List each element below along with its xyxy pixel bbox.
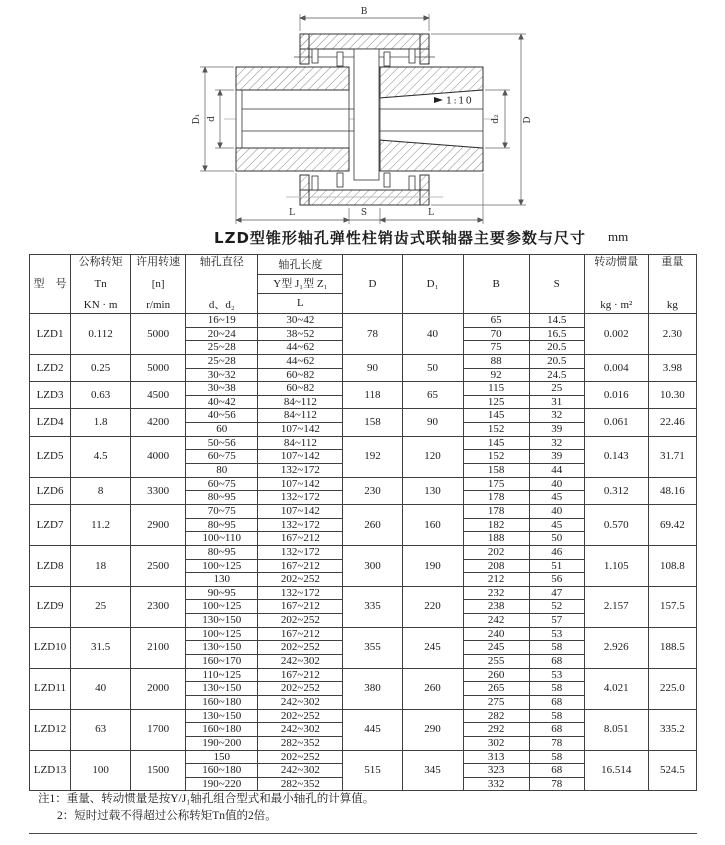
torque-cell: 31.5: [71, 627, 131, 668]
torque-cell: 11.2: [71, 504, 131, 545]
bore-length-cell: 167~212: [258, 668, 343, 682]
bore-diameter-cell: 60: [186, 423, 258, 437]
model-cell: LZD10: [30, 627, 71, 668]
D1-cell: 40: [402, 314, 463, 355]
bore-length-cell: 44~62: [258, 341, 343, 355]
bore-diameter-cell: 130~150: [186, 641, 258, 655]
model-cell: LZD11: [30, 668, 71, 709]
inertia-cell: 16.514: [584, 750, 648, 791]
D-cell: 118: [343, 382, 402, 409]
header-inertia: 转动惯量 kg · m²: [584, 255, 648, 314]
sleeve-bottom-flange-left: [300, 175, 309, 205]
bore-length-cell: 107~142: [258, 423, 343, 437]
bore-diameter-cell: 100~125: [186, 559, 258, 573]
dim-label-S: S: [360, 208, 368, 218]
inertia-cell: 8.051: [584, 709, 648, 750]
speed-cell: 4200: [131, 409, 186, 436]
bore-diameter-cell: 190~220: [186, 777, 258, 791]
bore-diameter-cell: 100~125: [186, 627, 258, 641]
header-weight: 重量 kg: [648, 255, 696, 314]
bore-diameter-cell: 25~28: [186, 354, 258, 368]
speed-cell: 1500: [131, 750, 186, 791]
unit-label: mm: [608, 229, 629, 244]
bore-diameter-cell: 100~110: [186, 532, 258, 546]
bore-diameter-cell: 150: [186, 750, 258, 764]
S-cell: 50: [529, 532, 584, 546]
table-row: [30, 314, 697, 328]
left-hub-bore: [236, 90, 349, 148]
B-cell: 245: [463, 641, 529, 655]
table-body: [30, 314, 697, 791]
B-cell: 255: [463, 655, 529, 669]
left-hub-bottom: [236, 148, 349, 171]
table-row: [30, 709, 697, 723]
bore-length-cell: 202~252: [258, 750, 343, 764]
bore-length-cell: 132~172: [258, 545, 343, 559]
bore-length-cell: 202~252: [258, 641, 343, 655]
inertia-cell: 0.143: [584, 436, 648, 477]
torque-cell: 4.5: [71, 436, 131, 477]
header-D1: D₁: [402, 255, 463, 314]
S-cell: 57: [529, 614, 584, 628]
title-row: [0, 227, 725, 249]
inertia-cell: 2.926: [584, 627, 648, 668]
header-speed: 许用转速 [n] r/min: [131, 255, 186, 314]
B-cell: 332: [463, 777, 529, 791]
bore-diameter-cell: 80~95: [186, 491, 258, 505]
sleeve-top-flange-right: [420, 34, 429, 64]
weight-cell: 335.2: [648, 709, 696, 750]
D-cell: 158: [343, 409, 402, 436]
B-cell: 188: [463, 532, 529, 546]
B-cell: 242: [463, 614, 529, 628]
bore-length-cell: 282~352: [258, 736, 343, 750]
B-cell: 202: [463, 545, 529, 559]
pin-bushing: [409, 176, 415, 190]
torque-cell: 0.25: [71, 354, 131, 381]
D-cell: 230: [343, 477, 402, 504]
B-cell: 292: [463, 723, 529, 737]
S-cell: 58: [529, 750, 584, 764]
bore-length-cell: 167~212: [258, 532, 343, 546]
bore-diameter-cell: 80~95: [186, 545, 258, 559]
D1-cell: 245: [402, 627, 463, 668]
bore-diameter-cell: 30~32: [186, 368, 258, 382]
header-model: 型 号: [30, 255, 71, 314]
B-cell: 158: [463, 464, 529, 478]
weight-cell: 188.5: [648, 627, 696, 668]
model-cell: LZD5: [30, 436, 71, 477]
coupling-cross-section: [158, 2, 723, 230]
bore-diameter-cell: 60~75: [186, 477, 258, 491]
S-cell: 58: [529, 709, 584, 723]
model-cell: LZD2: [30, 354, 71, 381]
D1-cell: 220: [402, 586, 463, 627]
bore-diameter-cell: 160~180: [186, 764, 258, 778]
B-cell: 238: [463, 600, 529, 614]
S-cell: 68: [529, 764, 584, 778]
B-cell: 260: [463, 668, 529, 682]
speed-cell: 2500: [131, 545, 186, 586]
bore-diameter-cell: 190~200: [186, 736, 258, 750]
bore-length-cell: 132~172: [258, 491, 343, 505]
D-cell: 445: [343, 709, 402, 750]
taper-label: 1:10: [446, 95, 474, 107]
model-cell: LZD4: [30, 409, 71, 436]
table-row: [30, 627, 697, 641]
table-row: [30, 668, 697, 682]
bore-diameter-cell: 40~56: [186, 409, 258, 423]
model-cell: LZD8: [30, 545, 71, 586]
speed-cell: 5000: [131, 314, 186, 355]
bore-length-cell: 44~62: [258, 354, 343, 368]
B-cell: 240: [463, 627, 529, 641]
B-cell: 212: [463, 573, 529, 587]
bore-length-cell: 242~302: [258, 764, 343, 778]
note-1: 注1：重量、转动惯量是按Y/J₁轴孔组合型式和最小轴孔的计算值。: [38, 793, 375, 805]
bore-length-cell: 167~212: [258, 559, 343, 573]
header-S: S: [529, 255, 584, 314]
pin-bushing: [384, 173, 390, 187]
model-cell: LZD6: [30, 477, 71, 504]
B-cell: 145: [463, 436, 529, 450]
S-cell: 53: [529, 627, 584, 641]
B-cell: 282: [463, 709, 529, 723]
speed-cell: 3300: [131, 477, 186, 504]
bore-length-cell: 30~42: [258, 314, 343, 328]
bore-length-cell: 60~82: [258, 382, 343, 396]
weight-cell: 10.30: [648, 382, 696, 409]
bore-length-cell: 84~112: [258, 395, 343, 409]
D1-cell: 290: [402, 709, 463, 750]
bore-length-cell: 202~252: [258, 614, 343, 628]
speed-cell: 2900: [131, 504, 186, 545]
S-cell: 32: [529, 409, 584, 423]
bore-diameter-cell: 80~95: [186, 518, 258, 532]
bore-diameter-cell: 130~150: [186, 682, 258, 696]
bore-length-cell: 167~212: [258, 600, 343, 614]
table-row: [30, 409, 697, 423]
note-2: 2：短时过载不得超过公称转矩Tn值的2倍。: [57, 810, 277, 823]
S-cell: 24.5: [529, 368, 584, 382]
S-cell: 39: [529, 423, 584, 437]
torque-cell: 8: [71, 477, 131, 504]
pin-bushing: [409, 49, 415, 63]
bore-length-cell: 202~252: [258, 573, 343, 587]
technical-drawing: [158, 2, 723, 235]
sleeve-top-flange-left: [300, 34, 309, 64]
pin-bushing: [312, 49, 318, 63]
pin-bushing: [337, 52, 343, 66]
S-cell: 68: [529, 655, 584, 669]
notes: [38, 791, 374, 826]
bore-diameter-cell: 25~28: [186, 341, 258, 355]
B-cell: 178: [463, 491, 529, 505]
dim-label-D: D: [523, 116, 533, 124]
center-disc: [354, 49, 379, 180]
bore-length-cell: 167~212: [258, 627, 343, 641]
D1-cell: 50: [402, 354, 463, 381]
D-cell: 90: [343, 354, 402, 381]
D1-cell: 190: [402, 545, 463, 586]
bore-length-cell: 84~112: [258, 409, 343, 423]
weight-cell: 524.5: [648, 750, 696, 791]
bore-length-cell: 107~142: [258, 450, 343, 464]
inertia-cell: 2.157: [584, 586, 648, 627]
speed-cell: 1700: [131, 709, 186, 750]
S-cell: 16.5: [529, 327, 584, 341]
S-cell: 78: [529, 736, 584, 750]
model-cell: LZD9: [30, 586, 71, 627]
D-cell: 335: [343, 586, 402, 627]
table-row: [30, 545, 697, 559]
D-cell: 380: [343, 668, 402, 709]
table-row: [30, 382, 697, 396]
torque-cell: 100: [71, 750, 131, 791]
header-bore-length: 轴孔长度 Y型 J₁型 Z₁ L: [258, 255, 343, 314]
bore-diameter-cell: 100~125: [186, 600, 258, 614]
bore-length-cell: 107~142: [258, 504, 343, 518]
model-cell: LZD12: [30, 709, 71, 750]
torque-cell: 25: [71, 586, 131, 627]
dim-label-B: B: [360, 7, 368, 17]
D1-cell: 260: [402, 668, 463, 709]
S-cell: 56: [529, 573, 584, 587]
B-cell: 302: [463, 736, 529, 750]
bore-diameter-cell: 30~38: [186, 382, 258, 396]
B-cell: 75: [463, 341, 529, 355]
bore-diameter-cell: 16~19: [186, 314, 258, 328]
dim-label-D1: D₁: [192, 113, 202, 125]
weight-cell: 69.42: [648, 504, 696, 545]
bore-length-cell: 202~252: [258, 682, 343, 696]
B-cell: 65: [463, 314, 529, 328]
S-cell: 14.5: [529, 314, 584, 328]
S-cell: 78: [529, 777, 584, 791]
pin-bushing: [384, 52, 390, 66]
inertia-cell: 0.002: [584, 314, 648, 355]
S-cell: 40: [529, 504, 584, 518]
bore-length-cell: 242~302: [258, 695, 343, 709]
table-row: [30, 586, 697, 600]
table-row: [30, 504, 697, 518]
S-cell: 46: [529, 545, 584, 559]
B-cell: 145: [463, 409, 529, 423]
S-cell: 40: [529, 477, 584, 491]
bore-diameter-cell: 90~95: [186, 586, 258, 600]
inertia-cell: 1.105: [584, 545, 648, 586]
B-cell: 125: [463, 395, 529, 409]
weight-cell: 225.0: [648, 668, 696, 709]
bore-length-cell: 60~82: [258, 368, 343, 382]
weight-cell: 108.8: [648, 545, 696, 586]
header-D: D: [343, 255, 402, 314]
D1-cell: 90: [402, 409, 463, 436]
page-title: LZD型锥形轴孔弹性柱销齿式联轴器主要参数与尺寸: [214, 229, 586, 247]
D1-cell: 120: [402, 436, 463, 477]
table-row: [30, 436, 697, 450]
bore-diameter-cell: 130~150: [186, 614, 258, 628]
S-cell: 31: [529, 395, 584, 409]
bottom-rule: [29, 833, 697, 834]
speed-cell: 2000: [131, 668, 186, 709]
S-cell: 20.5: [529, 354, 584, 368]
D-cell: 192: [343, 436, 402, 477]
left-hub-top: [236, 67, 349, 90]
bore-length-cell: 132~172: [258, 464, 343, 478]
S-cell: 58: [529, 682, 584, 696]
model-cell: LZD13: [30, 750, 71, 791]
torque-cell: 18: [71, 545, 131, 586]
S-cell: 52: [529, 600, 584, 614]
S-cell: 68: [529, 723, 584, 737]
bore-diameter-cell: 130: [186, 573, 258, 587]
torque-cell: 0.112: [71, 314, 131, 355]
B-cell: 152: [463, 423, 529, 437]
B-cell: 175: [463, 477, 529, 491]
S-cell: 44: [529, 464, 584, 478]
dim-label-L-left: L: [289, 208, 295, 218]
weight-cell: 22.46: [648, 409, 696, 436]
speed-cell: 4500: [131, 382, 186, 409]
bore-length-cell: 107~142: [258, 477, 343, 491]
weight-cell: 3.98: [648, 354, 696, 381]
torque-cell: 63: [71, 709, 131, 750]
inertia-cell: 0.312: [584, 477, 648, 504]
weight-cell: 157.5: [648, 586, 696, 627]
S-cell: 45: [529, 518, 584, 532]
bore-length-cell: 84~112: [258, 436, 343, 450]
S-cell: 25: [529, 382, 584, 396]
header-bore-diameter: 轴孔直径 d、d₂: [186, 255, 258, 314]
D1-cell: 65: [402, 382, 463, 409]
inertia-cell: 0.061: [584, 409, 648, 436]
model-cell: LZD7: [30, 504, 71, 545]
sleeve-top-band: [300, 34, 429, 49]
bore-length-cell: 282~352: [258, 777, 343, 791]
S-cell: 20.5: [529, 341, 584, 355]
inertia-cell: 0.570: [584, 504, 648, 545]
inertia-cell: 4.021: [584, 668, 648, 709]
B-cell: 208: [463, 559, 529, 573]
header-torque: 公称转矩 Tn KN · m: [71, 255, 131, 314]
torque-cell: 0.63: [71, 382, 131, 409]
S-cell: 39: [529, 450, 584, 464]
B-cell: 232: [463, 586, 529, 600]
B-cell: 275: [463, 695, 529, 709]
bore-diameter-cell: 110~125: [186, 668, 258, 682]
speed-cell: 5000: [131, 354, 186, 381]
torque-cell: 40: [71, 668, 131, 709]
D-cell: 515: [343, 750, 402, 791]
bore-length-cell: 242~302: [258, 655, 343, 669]
D-cell: 300: [343, 545, 402, 586]
sleeve-bottom-flange-right: [420, 175, 429, 205]
B-cell: 323: [463, 764, 529, 778]
B-cell: 92: [463, 368, 529, 382]
S-cell: 47: [529, 586, 584, 600]
B-cell: 182: [463, 518, 529, 532]
weight-cell: 2.30: [648, 314, 696, 355]
pin-bushing: [312, 176, 318, 190]
header-row: [30, 255, 697, 314]
bore-diameter-cell: 50~56: [186, 436, 258, 450]
speed-cell: 2300: [131, 586, 186, 627]
bore-length-cell: 242~302: [258, 723, 343, 737]
D1-cell: 160: [402, 504, 463, 545]
bore-diameter-cell: 20~24: [186, 327, 258, 341]
parameter-table: [29, 254, 697, 791]
D-cell: 355: [343, 627, 402, 668]
bore-length-cell: 202~252: [258, 709, 343, 723]
B-cell: 152: [463, 450, 529, 464]
bore-length-cell: 38~52: [258, 327, 343, 341]
B-cell: 313: [463, 750, 529, 764]
inertia-cell: 0.004: [584, 354, 648, 381]
dim-label-d: d: [207, 116, 217, 122]
S-cell: 58: [529, 641, 584, 655]
model-cell: LZD3: [30, 382, 71, 409]
D1-cell: 345: [402, 750, 463, 791]
speed-cell: 4000: [131, 436, 186, 477]
table-row: [30, 354, 697, 368]
D-cell: 78: [343, 314, 402, 355]
D1-cell: 130: [402, 477, 463, 504]
bore-diameter-cell: 160~180: [186, 695, 258, 709]
dim-label-d2: d₂: [491, 114, 501, 124]
dim-label-L-right: L: [428, 208, 434, 218]
weight-cell: 31.71: [648, 436, 696, 477]
bore-diameter-cell: 80: [186, 464, 258, 478]
bore-diameter-cell: 40~42: [186, 395, 258, 409]
bore-diameter-cell: 60~75: [186, 450, 258, 464]
bore-diameter-cell: 160~180: [186, 723, 258, 737]
weight-cell: 48.16: [648, 477, 696, 504]
speed-cell: 2100: [131, 627, 186, 668]
B-cell: 115: [463, 382, 529, 396]
inertia-cell: 0.016: [584, 382, 648, 409]
pin-bushing: [337, 173, 343, 187]
table-row: [30, 750, 697, 764]
B-cell: 178: [463, 504, 529, 518]
bore-length-cell: 132~172: [258, 586, 343, 600]
bore-length-cell: 132~172: [258, 518, 343, 532]
header-B: B: [463, 255, 529, 314]
bore-diameter-cell: 70~75: [186, 504, 258, 518]
bore-diameter-cell: 130~150: [186, 709, 258, 723]
torque-cell: 1.8: [71, 409, 131, 436]
S-cell: 45: [529, 491, 584, 505]
S-cell: 32: [529, 436, 584, 450]
table-row: [30, 477, 697, 491]
S-cell: 51: [529, 559, 584, 573]
model-cell: LZD1: [30, 314, 71, 355]
B-cell: 88: [463, 354, 529, 368]
S-cell: 68: [529, 695, 584, 709]
S-cell: 53: [529, 668, 584, 682]
B-cell: 70: [463, 327, 529, 341]
D-cell: 260: [343, 504, 402, 545]
B-cell: 265: [463, 682, 529, 696]
bore-diameter-cell: 160~170: [186, 655, 258, 669]
